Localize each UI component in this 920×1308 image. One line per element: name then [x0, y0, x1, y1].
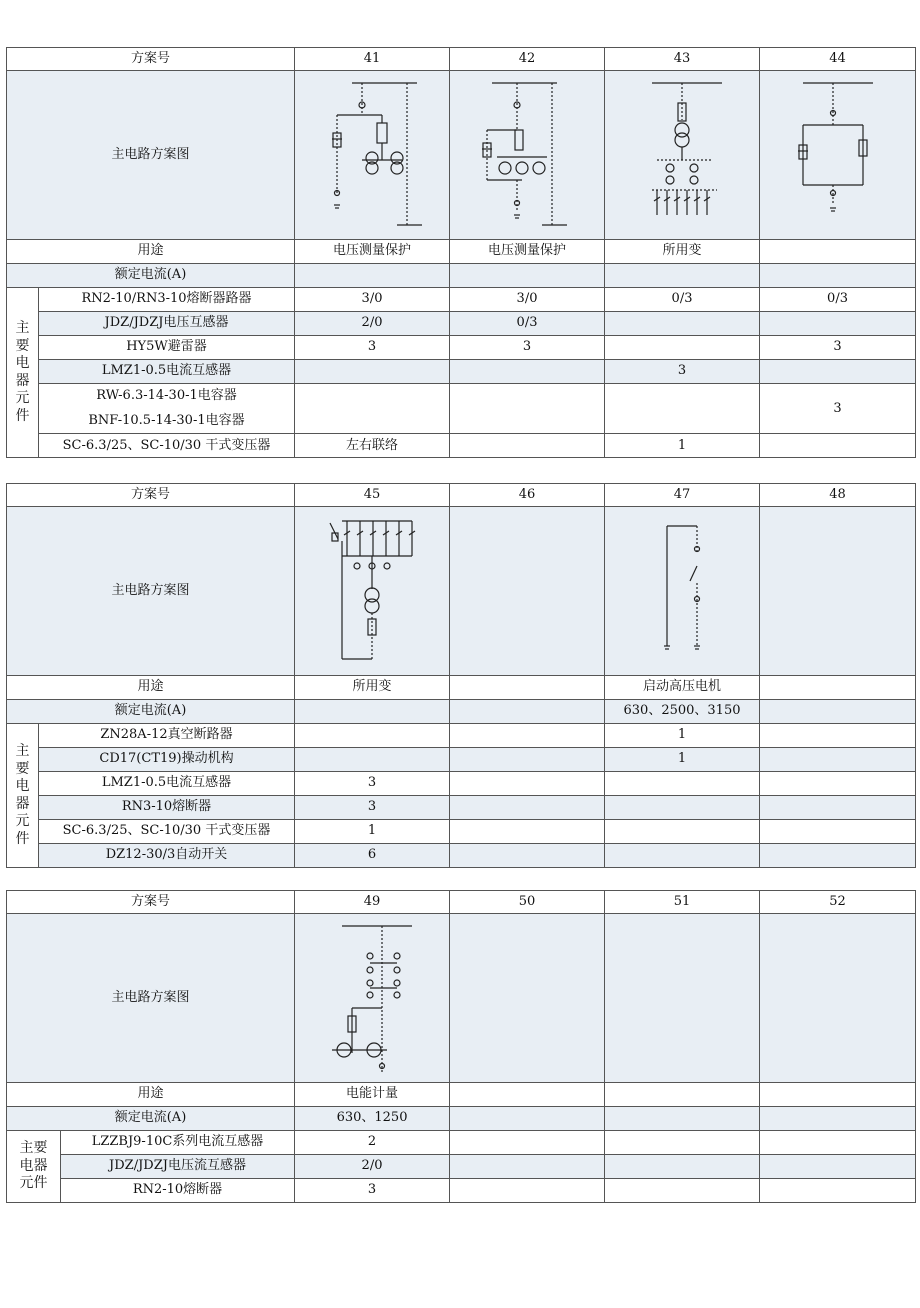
- component-value: 2: [295, 1131, 450, 1155]
- circuit-diagram-48: [760, 507, 916, 676]
- scheme-number-row: [7, 484, 916, 507]
- component-value: [295, 748, 450, 772]
- component-value: [605, 336, 760, 360]
- component-value: 2/0: [295, 1155, 450, 1179]
- purpose-cell: [450, 676, 605, 700]
- component-value: [760, 360, 916, 384]
- component-value: [450, 724, 605, 748]
- purpose-label: 用途: [7, 240, 295, 264]
- purpose-cell: [760, 1083, 916, 1107]
- circuit-diagram-44: [760, 71, 916, 240]
- component-value: [450, 360, 605, 384]
- scheme-no-cell: 43: [605, 48, 760, 71]
- scheme-table-1: [6, 47, 916, 458]
- component-row: [7, 724, 916, 748]
- component-value: 3/0: [450, 288, 605, 312]
- component-value: [450, 384, 605, 434]
- purpose-cell: [605, 1083, 760, 1107]
- rated-current-label: 额定电流(A): [7, 700, 295, 724]
- scheme-no-cell: 46: [450, 484, 605, 507]
- component-value: 0/3: [760, 288, 916, 312]
- scheme-no-cell: 47: [605, 484, 760, 507]
- rated-current-cell: 630、1250: [295, 1107, 450, 1131]
- rated-current-cell: [760, 264, 916, 288]
- component-value: 1: [295, 820, 450, 844]
- component-value: [760, 820, 916, 844]
- main-components-label: 主要 电器 元件: [7, 1131, 61, 1203]
- rated-current-cell: [760, 1107, 916, 1131]
- circuit-diagram-46: [450, 507, 605, 676]
- component-name: RN2-10/RN3-10熔断器路器: [39, 288, 295, 312]
- component-name: HY5W避雷器: [39, 336, 295, 360]
- diagram-label: 主电路方案图: [7, 71, 295, 240]
- component-value: [605, 844, 760, 868]
- purpose-cell: [760, 676, 916, 700]
- component-value: 2/0: [295, 312, 450, 336]
- purpose-label: 用途: [7, 1083, 295, 1107]
- component-value: [760, 724, 916, 748]
- rated-current-row: [7, 1107, 916, 1131]
- component-value: [605, 1131, 760, 1155]
- component-value: [760, 1131, 916, 1155]
- purpose-cell: [760, 240, 916, 264]
- purpose-cell: 电能计量: [295, 1083, 450, 1107]
- rated-current-cell: [450, 700, 605, 724]
- purpose-label: 用途: [7, 676, 295, 700]
- component-value: [450, 1131, 605, 1155]
- main-components-label: 主 要 电 器 元 件: [7, 724, 39, 868]
- component-name: RN3-10熔断器: [39, 796, 295, 820]
- component-value: [760, 1155, 916, 1179]
- scheme-no-label: 方案号: [7, 484, 295, 507]
- circuit-diagram-49: [295, 914, 450, 1083]
- circuit-diagram-43: [605, 71, 760, 240]
- purpose-cell: 电压测量保护: [295, 240, 450, 264]
- diagram-label: 主电路方案图: [7, 914, 295, 1083]
- component-row: [7, 336, 916, 360]
- scheme-no-cell: 52: [760, 891, 916, 914]
- scheme-number-row: [7, 48, 916, 71]
- component-name: LMZ1-0.5电流互感器: [39, 360, 295, 384]
- component-row: [7, 434, 916, 458]
- rated-current-cell: [605, 264, 760, 288]
- rated-current-label: 额定电流(A): [7, 264, 295, 288]
- circuit-diagram-50: [450, 914, 605, 1083]
- circuit-diagram-52: [760, 914, 916, 1083]
- component-name: JDZ/JDZJ电压流互感器: [61, 1155, 295, 1179]
- scheme-no-cell: 48: [760, 484, 916, 507]
- component-value: [450, 772, 605, 796]
- component-name-line: BNF-10.5-14-30-1电容器: [88, 412, 245, 428]
- scheme-no-label: 方案号: [7, 48, 295, 71]
- component-value: [605, 312, 760, 336]
- component-row: [7, 772, 916, 796]
- scheme-no-cell: 51: [605, 891, 760, 914]
- diagram-row: [7, 914, 916, 1083]
- circuit-diagram-47: [605, 507, 760, 676]
- purpose-row: [7, 676, 916, 700]
- component-name: LZZBJ9-10C系列电流互感器: [61, 1131, 295, 1155]
- component-value: 1: [605, 724, 760, 748]
- rated-current-row: [7, 700, 916, 724]
- scheme-table-3: [6, 890, 916, 1203]
- scheme-no-cell: 41: [295, 48, 450, 71]
- circuit-diagram-45: [295, 507, 450, 676]
- component-name: ZN28A-12真空断路器: [39, 724, 295, 748]
- component-value: [295, 360, 450, 384]
- rated-current-cell: [295, 700, 450, 724]
- purpose-row: [7, 240, 916, 264]
- component-value: [760, 796, 916, 820]
- component-value: 3: [295, 336, 450, 360]
- component-name: [39, 384, 295, 434]
- component-value: 3/0: [295, 288, 450, 312]
- main-components-label: 主 要 电 器 元 件: [7, 288, 39, 458]
- scheme-no-cell: 45: [295, 484, 450, 507]
- rated-current-cell: [605, 1107, 760, 1131]
- component-row: [7, 820, 916, 844]
- component-value: 3: [760, 384, 916, 434]
- rated-current-cell: 630、2500、3150: [605, 700, 760, 724]
- diagram-row: [7, 71, 916, 240]
- component-value: [760, 748, 916, 772]
- scheme-no-cell: 44: [760, 48, 916, 71]
- component-value: [605, 1179, 760, 1203]
- component-name: DZ12-30/3自动开关: [39, 844, 295, 868]
- component-name: RN2-10熔断器: [61, 1179, 295, 1203]
- rated-current-row: [7, 264, 916, 288]
- component-value: 0/3: [605, 288, 760, 312]
- purpose-cell: 电压测量保护: [450, 240, 605, 264]
- component-value: [760, 844, 916, 868]
- component-value: [760, 312, 916, 336]
- rated-current-cell: [295, 264, 450, 288]
- circuit-diagram-42: [450, 71, 605, 240]
- purpose-cell: 所用变: [295, 676, 450, 700]
- component-value: [605, 1155, 760, 1179]
- component-name: JDZ/JDZJ电压互感器: [39, 312, 295, 336]
- scheme-no-cell: 50: [450, 891, 605, 914]
- circuit-diagram-41: [295, 71, 450, 240]
- purpose-cell: 启动高压电机: [605, 676, 760, 700]
- component-row: [7, 1179, 916, 1203]
- component-value: 3: [760, 336, 916, 360]
- component-row: [7, 312, 916, 336]
- component-row: [7, 796, 916, 820]
- scheme-no-cell: 42: [450, 48, 605, 71]
- component-value: [760, 1179, 916, 1203]
- component-value: [605, 820, 760, 844]
- scheme-no-cell: 49: [295, 891, 450, 914]
- component-name: SC-6.3/25、SC-10/30 干式变压器: [39, 434, 295, 458]
- component-value: 左右联络: [295, 434, 450, 458]
- rated-current-cell: [450, 1107, 605, 1131]
- component-value: 1: [605, 748, 760, 772]
- component-value: 3: [295, 796, 450, 820]
- component-value: [450, 434, 605, 458]
- component-value: [760, 772, 916, 796]
- component-name-line: RW-6.3-14-30-1电容器: [96, 388, 237, 403]
- component-value: [295, 724, 450, 748]
- component-value: 0/3: [450, 312, 605, 336]
- scheme-number-row: [7, 891, 916, 914]
- component-name: LMZ1-0.5电流互感器: [39, 772, 295, 796]
- component-value: 1: [605, 434, 760, 458]
- scheme-table-2: [6, 483, 916, 868]
- component-row: [7, 360, 916, 384]
- component-row: [7, 748, 916, 772]
- component-value: [605, 384, 760, 434]
- scheme-no-label: 方案号: [7, 891, 295, 914]
- component-value: 3: [295, 772, 450, 796]
- diagram-row: [7, 507, 916, 676]
- component-value: [295, 384, 450, 434]
- component-value: [450, 1179, 605, 1203]
- component-value: [450, 748, 605, 772]
- component-value: [450, 796, 605, 820]
- component-row: [7, 1131, 916, 1155]
- component-value: [450, 820, 605, 844]
- component-value: 3: [295, 1179, 450, 1203]
- component-value: [605, 772, 760, 796]
- purpose-row: [7, 1083, 916, 1107]
- circuit-diagram-51: [605, 914, 760, 1083]
- component-value: [605, 796, 760, 820]
- rated-current-cell: [450, 264, 605, 288]
- rated-current-cell: [760, 700, 916, 724]
- rated-current-label: 额定电流(A): [7, 1107, 295, 1131]
- component-value: [450, 844, 605, 868]
- component-row: [7, 1155, 916, 1179]
- component-value: 6: [295, 844, 450, 868]
- component-value: [450, 1155, 605, 1179]
- component-row: [7, 844, 916, 868]
- diagram-label: 主电路方案图: [7, 507, 295, 676]
- component-value: [760, 434, 916, 458]
- component-value: 3: [605, 360, 760, 384]
- component-name: CD17(CT19)操动机构: [39, 748, 295, 772]
- purpose-cell: 所用变: [605, 240, 760, 264]
- purpose-cell: [450, 1083, 605, 1107]
- component-value: 3: [450, 336, 605, 360]
- component-row: [7, 288, 916, 312]
- component-name: SC-6.3/25、SC-10/30 干式变压器: [39, 820, 295, 844]
